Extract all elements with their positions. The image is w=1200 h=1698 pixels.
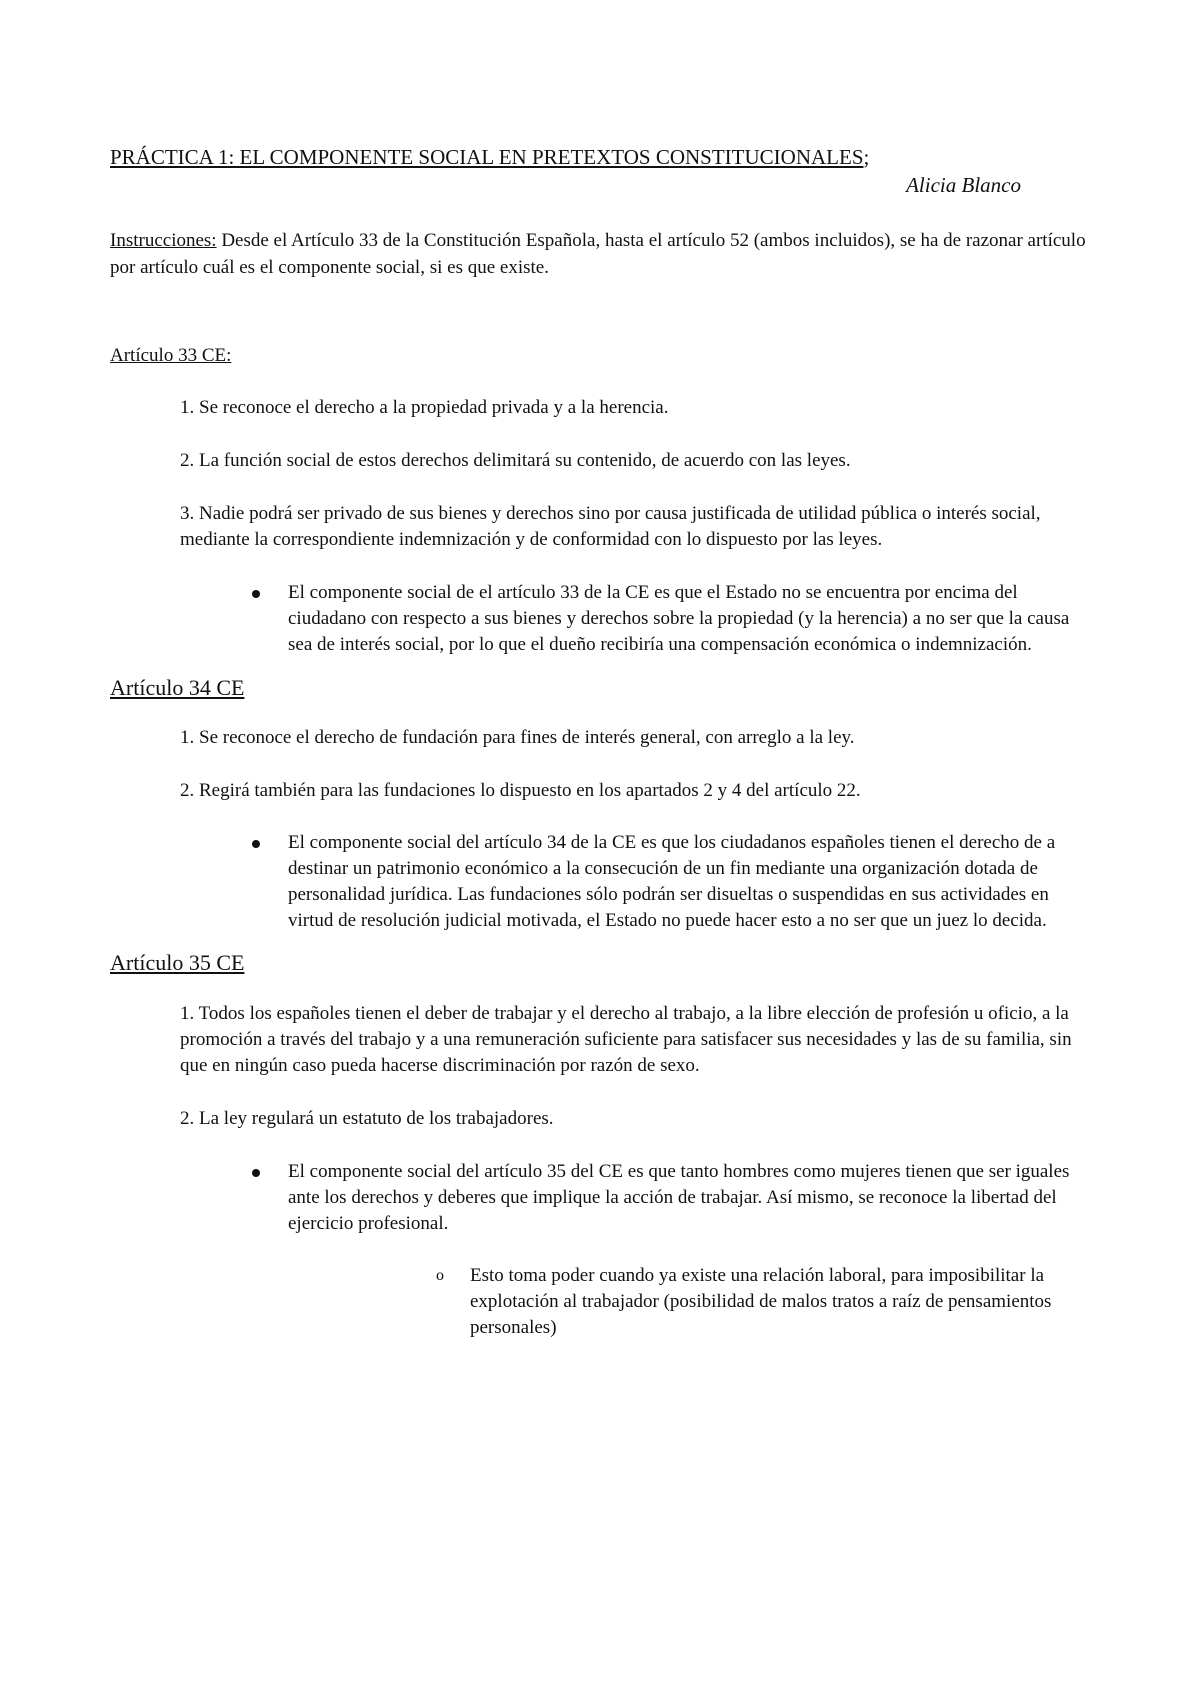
article-33-heading: Artículo 33 CE:	[110, 345, 232, 366]
article-35-heading: Artículo 35 CE	[110, 950, 245, 975]
article-33-bullet-list	[110, 580, 1090, 658]
list-item	[436, 1263, 1090, 1341]
document-title-trail: ;	[863, 145, 870, 169]
article-35-paragraph-2: 2. La ley regulará un estatuto de los trabajadores.	[180, 1108, 554, 1129]
article-35-subbullet-list	[110, 1263, 1090, 1341]
document-title-text: PRÁCTICA 1: EL COMPONENTE SOCIAL EN PRETEXTOS CONSTITUCIONALES	[110, 145, 864, 169]
article-35-bullet-list	[110, 1159, 1090, 1237]
article-35-subbullet-1: Esto toma poder cuando ya existe una relación laboral, para imposibilitar la explotación al trabajador (posibilidad de malos tratos a raíz de pensamientos personales)	[470, 1265, 1052, 1338]
article-34-heading: Artículo 34 CE	[110, 675, 245, 700]
bullet-dot-icon	[252, 840, 260, 848]
document-title	[110, 143, 1090, 171]
article-35-bullet-1: El componente social del artículo 35 del CE es que tanto hombres como mujeres tienen que ser iguales ante los derechos y deberes que implique la acción de trabajar. Así mismo, se reconoce la libertad del ejercicio profesional.	[288, 1161, 1070, 1234]
article-35-section	[110, 949, 1090, 1341]
article-33-paragraph-2: 2. La función social de estos derechos delimitará su contenido, de acuerdo con las leyes.	[180, 450, 851, 471]
instructions	[110, 227, 1090, 281]
article-34-section	[110, 674, 1090, 934]
circle-bullet-icon: o	[436, 1267, 444, 1284]
article-34-bullet-list	[110, 830, 1090, 934]
article-34-bullet-1: El componente social del artículo 34 de la CE es que los ciudadanos españoles tienen el derecho de a destinar un patrimonio económico a la consecución de un fin mediante una organización dotada de personalidad jurídica. Las fundaciones sólo podrán ser disueltas o suspendidas en sus actividades en virtud de resolución judicial motivada, el Estado no puede hacer esto a no ser que un juez lo decida.	[288, 832, 1056, 931]
list-item	[288, 1159, 1090, 1237]
article-33-paragraph-3: 3. Nadie podrá ser privado de sus bienes y derechos sino por causa justificada de utilidad pública o interés social, mediante la correspondiente indemnización y de conformidad con lo dispuesto por las leyes.	[180, 503, 1041, 550]
author-name: Alicia Blanco	[906, 173, 1021, 197]
article-35-paragraph-1: 1. Todos los españoles tienen el deber de trabajar y el derecho al trabajo, a la libre elección de profesión u oficio, a la promoción a través del trabajo y a una remuneración suficiente para satisfacer sus necesidades y las de su familia, sin que en ningún caso pueda hacerse discriminación por razón de sexo.	[180, 1003, 1072, 1076]
instructions-text: Desde el Artículo 33 de la Constitución Española, hasta el artículo 52 (ambos incluidos), se ha de razonar artículo por artículo cuál es el componente social, si es que existe.	[110, 230, 1086, 278]
bullet-dot-icon	[252, 590, 260, 598]
list-item	[288, 830, 1090, 934]
bullet-dot-icon	[252, 1169, 260, 1177]
article-33-paragraph-1: 1. Se reconoce el derecho a la propiedad privada y a la herencia.	[180, 397, 669, 418]
article-33-bullet-1: El componente social de el artículo 33 de la CE es que el Estado no se encuentra por encima del ciudadano con respecto a sus bienes y derechos sobre la propiedad (y la herencia) a no ser que la causa sea de interés social, por lo que el dueño recibiría una compensación económica o indemnización.	[288, 582, 1070, 655]
instructions-label: Instrucciones:	[110, 230, 217, 251]
list-item	[288, 580, 1090, 658]
article-34-paragraph-1: 1. Se reconoce el derecho de fundación para fines de interés general, con arreglo a la ley.	[180, 727, 855, 748]
article-34-paragraph-2: 2. Regirá también para las fundaciones lo dispuesto en los apartados 2 y 4 del artículo 22.	[180, 780, 861, 801]
article-33-section	[110, 343, 1090, 658]
